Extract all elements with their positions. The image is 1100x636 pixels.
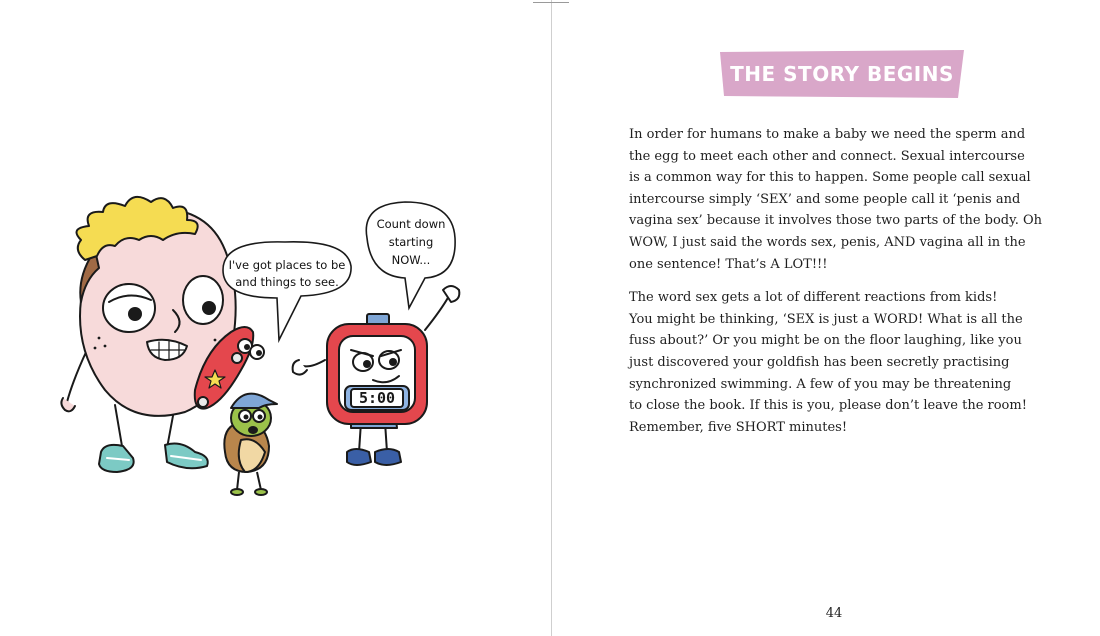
text-line: In order for humans to make a baby we need the sperm and (629, 127, 1026, 142)
boy-character (61, 197, 235, 472)
timer-display: 5:00 (358, 389, 396, 407)
stopwatch-character (293, 286, 460, 465)
page-number: 44 (825, 606, 843, 621)
right-page (552, 0, 1100, 636)
text-line: just discovered your goldfish has been secretly practising (629, 354, 1010, 370)
text-line: to close the book. If this is you, please don’t leave the room! (629, 398, 1027, 414)
turtle-character (224, 394, 277, 495)
bubble-text-line: Count down (376, 217, 446, 231)
paragraph (629, 124, 1059, 275)
text-line: intercourse simply ‘SEX’ and some people call it ‘penis and (629, 191, 1021, 207)
text-line: The word sex gets a lot of different reactions from kids! (629, 290, 998, 306)
text-line: synchronized swimming. A few of you may be threatening (629, 376, 1012, 392)
speech-bubble-boy (223, 242, 351, 340)
bubble-text-line: NOW... (391, 253, 431, 267)
body-text (629, 124, 1059, 438)
text-line: vagina sex’ because it involves those two parts of the body. Oh (629, 213, 1043, 229)
text-line: fuss about?’ Or you might be on the floor laughing, like you (629, 333, 1022, 349)
heading-banner (718, 48, 966, 100)
text-line: You might be thinking, ‘SEX is just a WORD! What is all the (629, 311, 1023, 327)
text-line: Remember, five SHORT minutes! (629, 419, 848, 435)
text-line: WOW, I just said the words sex, penis, AND vagina all in the (629, 234, 1026, 250)
paragraph (629, 287, 1059, 438)
bubble-text-line: I've got places to be (228, 258, 346, 272)
text-line: the egg to meet each other and connect. Sexual intercourse (629, 148, 1025, 164)
bubble-text-line: and things to see. (235, 275, 339, 289)
text-line: one sentence! That’s A LOT!!! (629, 256, 828, 272)
bubble-text-line: starting (388, 235, 434, 249)
illustration (55, 190, 485, 510)
speech-bubble-stopwatch (366, 202, 455, 308)
chapter-heading: THE STORY BEGINS (730, 62, 954, 86)
text-line: is a common way for this to happen. Some people call sexual (629, 170, 1031, 186)
